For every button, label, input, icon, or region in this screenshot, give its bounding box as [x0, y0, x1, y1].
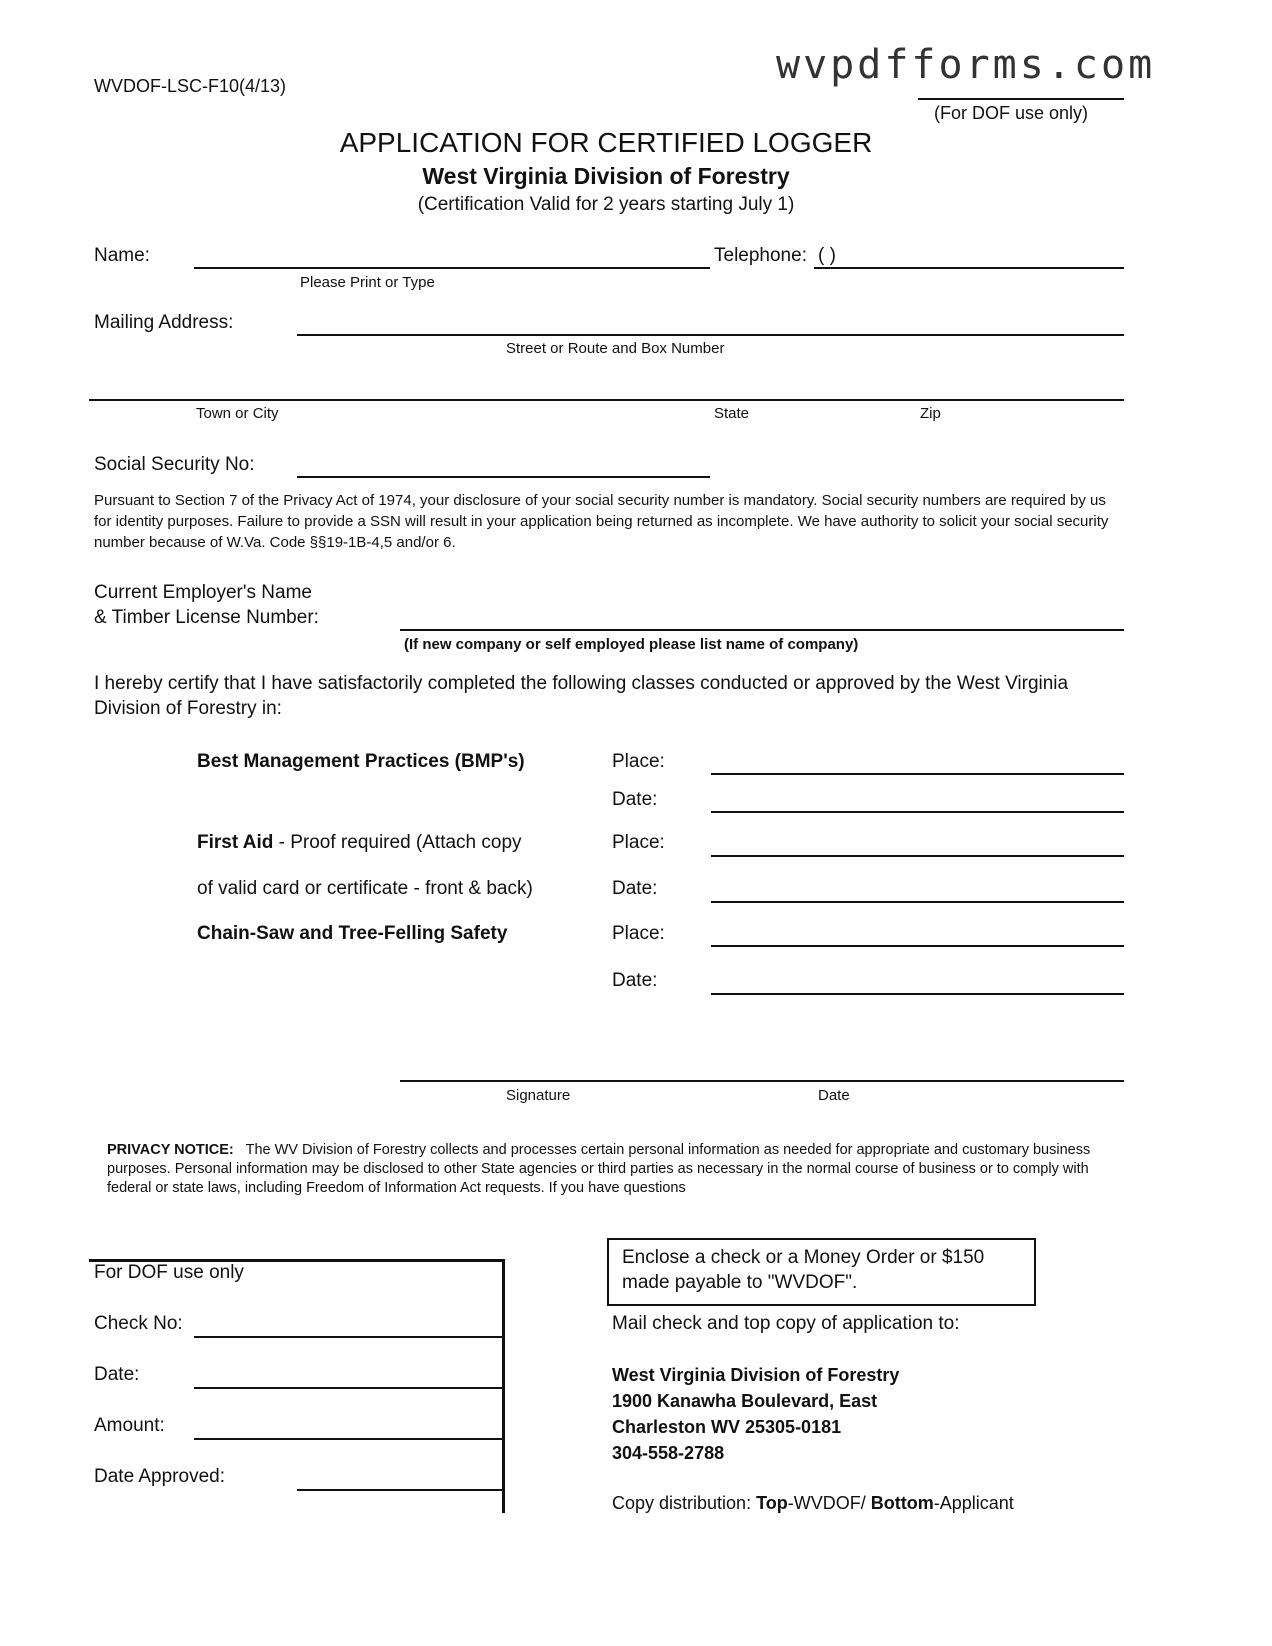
dof-date-input-line[interactable]	[194, 1387, 502, 1389]
agency-name: West Virginia Division of Forestry	[422, 163, 790, 189]
check-no-label: Check No:	[94, 1313, 183, 1334]
state-hint: State	[714, 405, 750, 422]
copy-top: Top	[756, 1493, 788, 1513]
name-label: Name:	[94, 245, 150, 266]
certify-statement: I hereby certify that I have satisfactorily completed the following classes conducted or approved by the West Virginia Division of Forestry in:	[94, 673, 1069, 719]
date-approved-input-line[interactable]	[297, 1489, 502, 1491]
town-state-zip-input-line[interactable]	[89, 399, 1124, 401]
dof-box-right-border	[502, 1259, 505, 1513]
signature-input-line[interactable]	[400, 1080, 1124, 1082]
ssn-privacy-notice: Pursuant to Section 7 of the Privacy Act of 1974, your disclosure of your social security number is mandatory. Social security numbers are required by us for identity purposes. Failure to provide a SSN will result in your application being returned as incomplete. We have authority to solicit your social security number because of W.Va. Code §§19-1B-4,5 and/or 6.	[94, 492, 1109, 551]
telephone-parens: ( )	[818, 245, 836, 266]
bmp-place-label: Place:	[612, 751, 665, 772]
street-hint: Street or Route and Box Number	[506, 340, 725, 357]
copy-prefix: Copy distribution:	[612, 1493, 757, 1513]
privacy-text: The WV Division of Forestry collects and processes certain personal information as needed for appropriate and customary business purposes. Personal information may be disclosed to other State agencies or third parties as necessary in the normal course of business or to comply with federal or state laws, including Freedom of Information Act requests. If you have questions	[107, 1142, 1091, 1196]
dof-use-line[interactable]	[918, 98, 1124, 100]
employer-label-line1: Current Employer's Name	[94, 582, 312, 603]
chainsaw-date-input-line[interactable]	[711, 993, 1124, 995]
bmp-date-label: Date:	[612, 789, 658, 810]
chainsaw-date-label: Date:	[612, 970, 658, 991]
amount-input-line[interactable]	[194, 1438, 502, 1440]
validity-note: (Certification Valid for 2 years starting July 1)	[417, 194, 795, 215]
bmp-date-input-line[interactable]	[711, 811, 1124, 813]
signature-hint: Signature	[506, 1087, 571, 1104]
employer-label-line2: & Timber License Number:	[94, 607, 319, 628]
telephone-label: Telephone:	[714, 245, 807, 266]
page-title: APPLICATION FOR CERTIFIED LOGGER	[339, 127, 873, 158]
first-aid-place-input-line[interactable]	[711, 855, 1124, 857]
address-line1: West Virginia Division of Forestry	[612, 1365, 900, 1385]
first-aid-date-label: Date:	[612, 878, 658, 899]
date-approved-label: Date Approved:	[94, 1466, 225, 1487]
zip-hint: Zip	[920, 405, 941, 422]
form-code: WVDOF-LSC-F10(4/13)	[94, 76, 287, 96]
copy-distribution	[612, 1493, 1014, 1514]
watermark: wvpdfforms.com	[776, 42, 1156, 88]
copy-mid: -WVDOF/	[787, 1493, 871, 1513]
payment-line2: made payable to "WVDOF".	[622, 1272, 858, 1293]
first-aid-class-label	[197, 832, 522, 854]
copy-bottom: Bottom	[870, 1493, 934, 1513]
bmp-place-input-line[interactable]	[711, 773, 1124, 775]
first-aid-class-label-line2: of valid card or certificate - front & back)	[197, 878, 533, 899]
ssn-label: Social Security No:	[94, 454, 255, 475]
chainsaw-class-label: Chain-Saw and Tree-Felling Safety	[197, 923, 508, 944]
address-line3: Charleston WV 25305-0181	[612, 1417, 842, 1437]
signature-date-hint: Date	[818, 1087, 850, 1104]
privacy-heading: PRIVACY NOTICE:	[107, 1142, 234, 1158]
chainsaw-place-input-line[interactable]	[711, 945, 1124, 947]
street-input-line[interactable]	[297, 334, 1124, 336]
payment-line1: Enclose a check or a Money Order or $150	[622, 1247, 985, 1268]
first-aid-rest: - Proof required (Attach copy	[273, 832, 522, 853]
mail-instruction: Mail check and top copy of application to:	[612, 1313, 960, 1334]
address-phone: 304-558-2788	[612, 1443, 725, 1463]
address-line2: 1900 Kanawha Boulevard, East	[612, 1391, 878, 1411]
first-aid-date-input-line[interactable]	[711, 901, 1124, 903]
telephone-input-line[interactable]	[814, 267, 1124, 269]
first-aid-bold: First Aid	[197, 832, 274, 853]
check-no-input-line[interactable]	[194, 1336, 502, 1338]
mailing-address-label: Mailing Address:	[94, 312, 234, 333]
amount-label: Amount:	[94, 1415, 165, 1436]
employer-hint: (If new company or self employed please list name of company)	[404, 636, 859, 653]
bmp-class-label: Best Management Practices (BMP's)	[197, 751, 525, 772]
first-aid-place-label: Place:	[612, 832, 665, 853]
ssn-input-line[interactable]	[297, 476, 710, 478]
dof-use-only-label: (For DOF use only)	[934, 103, 1089, 123]
copy-end: -Applicant	[933, 1493, 1014, 1513]
town-hint: Town or City	[196, 405, 279, 422]
name-input-line[interactable]	[194, 267, 710, 269]
chainsaw-place-label: Place:	[612, 923, 665, 944]
dof-date-label: Date:	[94, 1364, 140, 1385]
dof-box-title: For DOF use only	[94, 1262, 244, 1283]
name-hint: Please Print or Type	[300, 274, 435, 291]
employer-input-line[interactable]	[400, 629, 1124, 631]
privacy-notice	[107, 1141, 1107, 1198]
